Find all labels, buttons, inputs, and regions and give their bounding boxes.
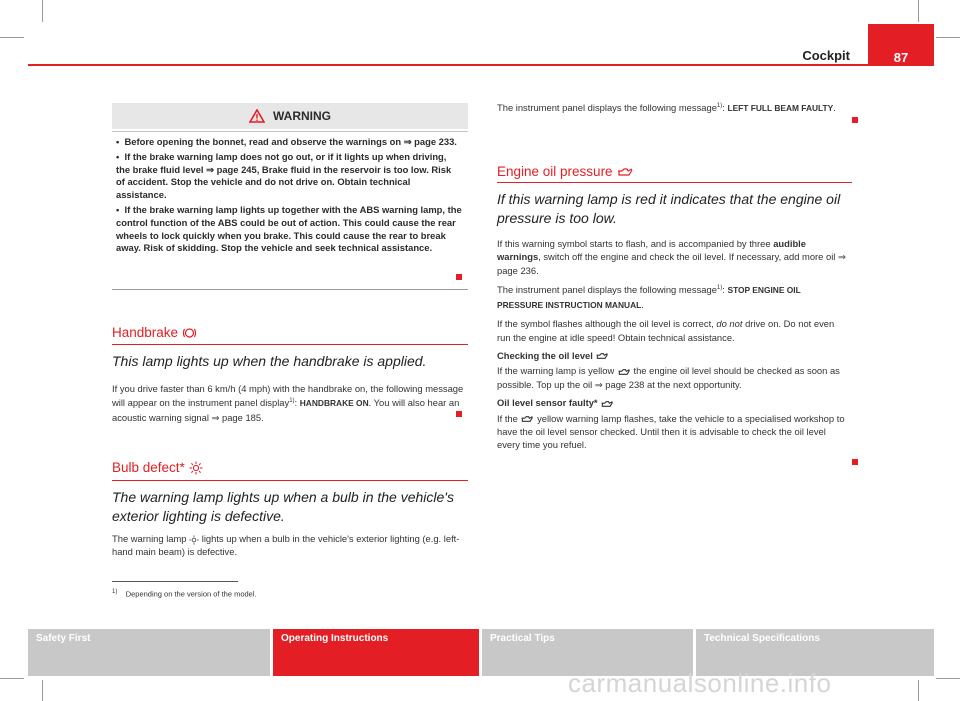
beam-fault-text: The instrument panel displays the following message$^{1)}$: LEFT FULL BEAM FAULTY. — [497, 102, 836, 114]
oil-can-icon — [520, 413, 534, 424]
footer-tab-technical-specifications[interactable]: Technical Specifications — [696, 629, 934, 676]
crop-mark — [0, 37, 24, 38]
oil-heading: Engine oil pressure — [497, 164, 634, 179]
page-title: Cockpit — [802, 48, 850, 63]
footnote: $^{1)}$ Depending on the version of the model. — [112, 589, 257, 599]
footer-tab-operating-instructions[interactable]: Operating Instructions — [273, 629, 479, 676]
handbrake-text: If you drive faster than 6 km/h (4 mph) with the handbrake on, the following message will appear on the instrument panel display$^{1)}$: HANDBRAKE ON. You will also hear an acoustic warning signal ⇒ page 185. — [112, 383, 464, 423]
handbrake-heading: Handbrake — [112, 325, 197, 340]
header-rule — [28, 64, 934, 66]
warning-header — [112, 103, 468, 129]
section-end-mark — [456, 411, 462, 417]
crop-mark — [936, 37, 960, 38]
section-end-mark — [852, 117, 858, 123]
bulb-heading: Bulb defect* — [112, 460, 203, 475]
crop-mark — [918, 680, 919, 701]
warning-item: • If the brake warning lamp lights up together with the ABS warning lamp, the control function of the ABS could be out of action. This could cause the rear wheels to lock quickly when you brake. This could cause the rear to break away. Risk of skidding. Stop the vehicle and seek technical assistance. — [116, 203, 462, 254]
warning-item: • Before opening the bonnet, read and observe the warnings on ⇒ page 233. — [116, 136, 457, 147]
bulb-lamp-icon — [189, 533, 199, 544]
oil-can-icon — [600, 397, 614, 408]
oil-can-icon — [616, 164, 634, 179]
oil-can-icon — [595, 350, 609, 361]
footer-tab-practical-tips[interactable]: Practical Tips — [482, 629, 693, 676]
crop-mark — [936, 678, 960, 679]
crop-mark — [42, 680, 43, 701]
bulb-lead: The warning lamp lights up when a bulb in the vehicle's exterior lighting is defective. — [112, 489, 454, 524]
section-end-mark — [456, 274, 462, 280]
crop-mark — [0, 678, 24, 679]
warning-box — [112, 103, 468, 290]
bulb-lamp-icon — [189, 460, 203, 475]
crop-mark — [918, 0, 919, 22]
section-rule — [112, 344, 468, 345]
warning-list — [112, 132, 468, 255]
handbrake-lamp-icon — [182, 325, 197, 340]
oil-text: If this warning symbol starts to flash, and is accompanied by three audible warnings, switch off the engine and check the oil level. If necessary, add more oil ⇒ page 236. The instrument panel displays the following message$^{1)}$: STOP ENGINE OIL PRESSURE INSTRUCTION MANUAL. If the symbol flashes although the oil level is correct, do not drive on. Do not even run the engine at idle speed! Obtain technical assistance. Checking the oil level If the warning lamp is yellow the engine oil level should be checked as soon as possible. Top up the oil ⇒ page 238 at the next opportunity. Oil level sensor faulty* If the yellow warning lamp flashes, take the vehicle to a specialised workshop to have the oil level sensor checked. Until then it is advisable to check the oil level every time you refuel. — [497, 238, 846, 451]
watermark: carmanualsonline.info — [568, 668, 832, 698]
page-number: 87 — [868, 24, 934, 66]
footnote-rule — [112, 581, 238, 582]
bulb-text: The warning lamp lights up when a bulb in the vehicle's exterior lighting (e.g. left-hand main beam) is defective. — [112, 533, 460, 558]
section-rule — [497, 182, 852, 183]
oil-can-icon — [617, 365, 631, 376]
footer-tab-safety-first[interactable]: Safety First — [28, 629, 270, 676]
handbrake-lead: This lamp lights up when the handbrake is applied. — [112, 353, 427, 369]
crop-mark — [42, 0, 43, 22]
warning-title: WARNING — [273, 109, 331, 123]
warning-triangle-icon — [249, 109, 265, 124]
warning-item: • If the brake warning lamp does not go out, or if it lights up when driving, the brake fluid level ⇒ page 245, Brake fluid in the reservoir is too low. Risk of accident. Stop the vehicle and do not drive on. Obtain technical assistance. — [116, 150, 452, 201]
section-rule — [112, 480, 468, 481]
section-end-mark — [852, 459, 858, 465]
oil-lead: If this warning lamp is red it indicates that the engine oil pressure is too low. — [497, 191, 841, 226]
